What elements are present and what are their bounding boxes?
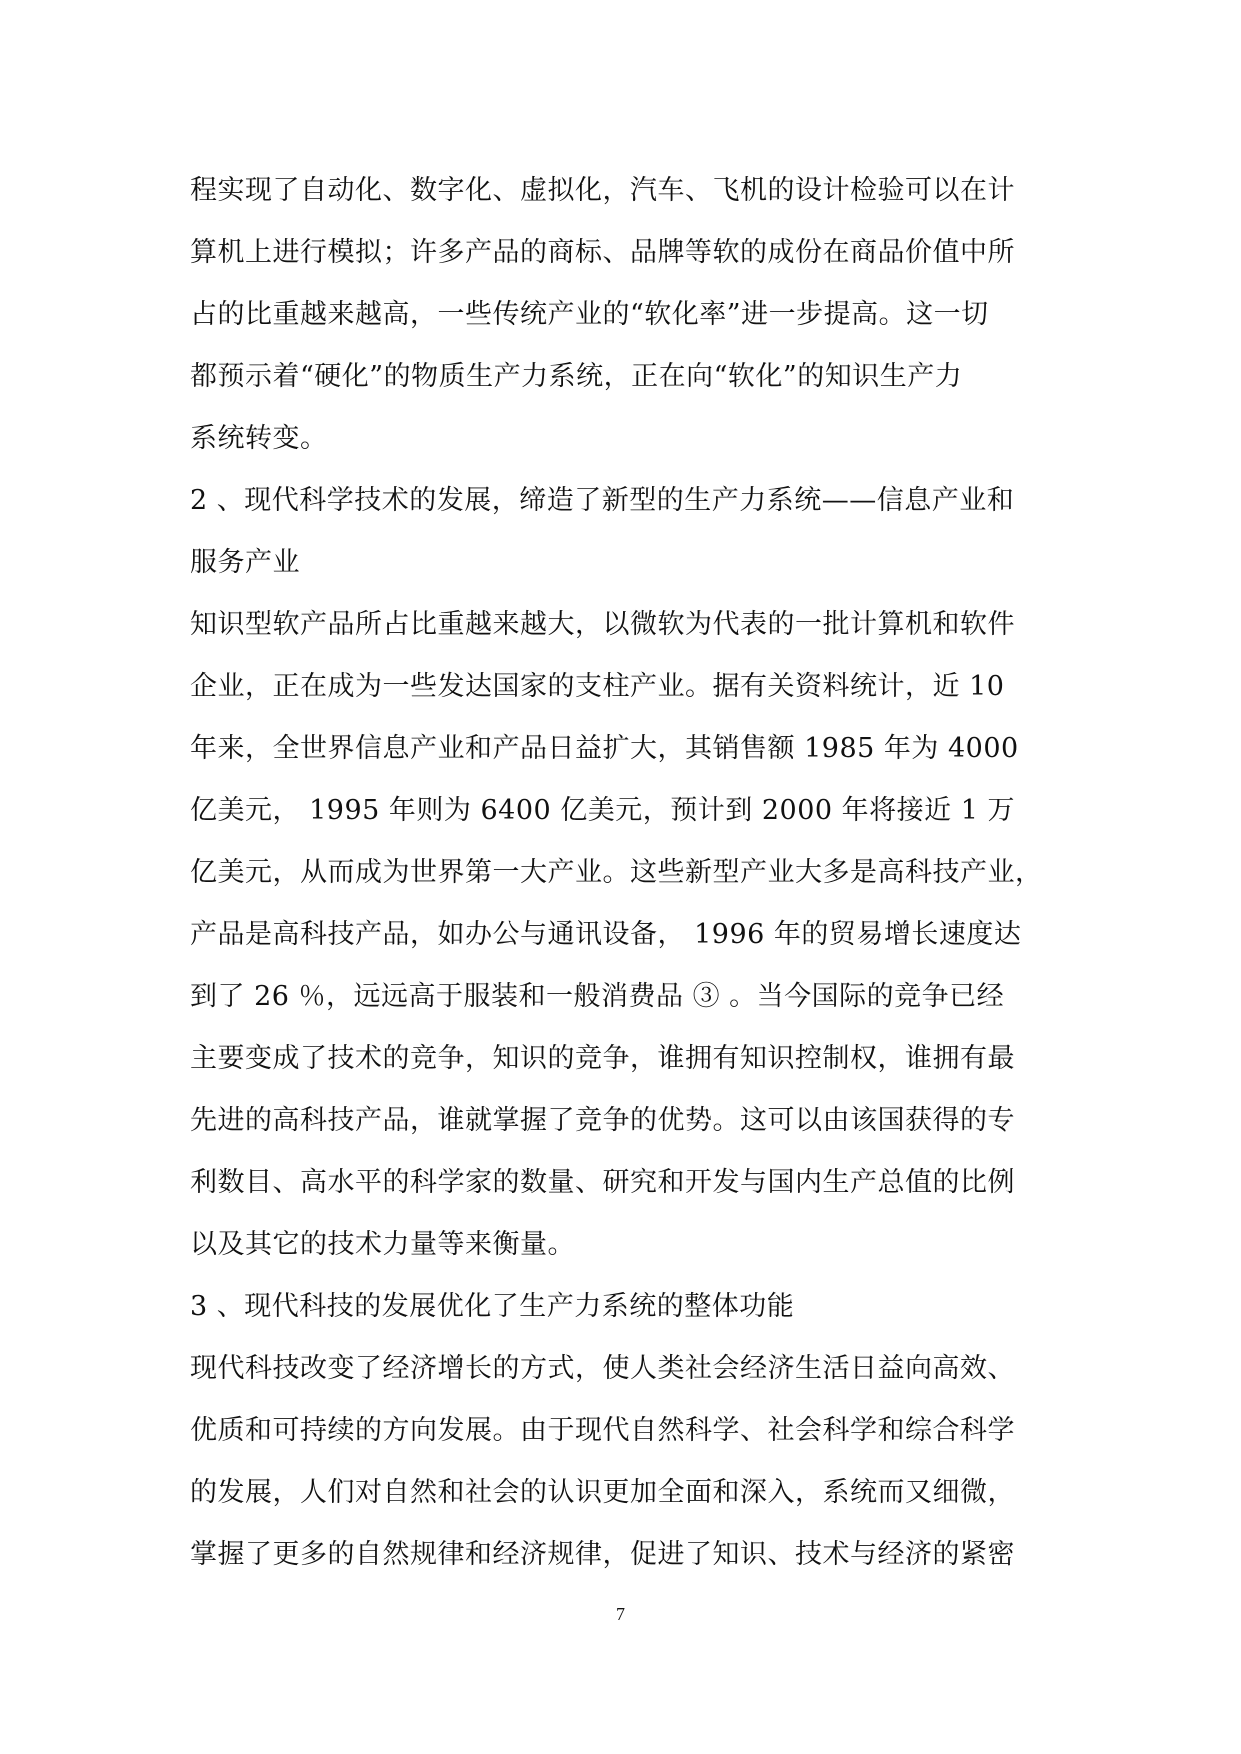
text-line: 程实现了自动化、数字化、虚拟化，汽车、飞机的设计检验可以在计 [190,175,1015,206]
text-line: 利数目、高水平的科学家的数量、研究和开发与国内生产总值的比例 [190,1167,1015,1198]
text-line: 都预示着“硬化”的物质生产力系统，正在向“软化”的知识生产力 [190,361,963,392]
text-line: 亿美元，从而成为世界第一大产业。这些新型产业大多是高科技产业， [190,857,1043,888]
text-line: 的发展，人们对自然和社会的认识更加全面和深入，系统而又细微， [190,1477,1015,1508]
text-line: 现代科技改变了经济增长的方式，使人类社会经济生活日益向高效、 [190,1353,1015,1384]
section-heading-2-continued: 服务产业 [190,547,300,578]
text-line: 优质和可持续的方向发展。由于现代自然科学、社会科学和综合科学 [190,1415,1015,1446]
text-line: 主要变成了技术的竞争，知识的竞争，谁拥有知识控制权，谁拥有最 [190,1043,1015,1074]
text-line: 亿美元， 1995 年则为 6400 亿美元，预计到 2000 年将接近 1 万 [190,795,1015,826]
section-heading-2: 2 、现代科学技术的发展，缔造了新型的生产力系统——信息产业和 [190,485,1015,516]
text-line: 掌握了更多的自然规律和经济规律，促进了知识、技术与经济的紧密 [190,1539,1015,1570]
page-number: 7 [616,1604,625,1624]
text-line: 产品是高科技产品，如办公与通讯设备， 1996 年的贸易增长速度达 [190,919,1022,950]
text-line: 企业，正在成为一些发达国家的支柱产业。据有关资料统计，近 10 [190,671,1005,702]
text-line: 到了 26 ％，远远高于服装和一般消费品 ③ 。当今国际的竞争已经 [190,981,1005,1012]
text-line: 占的比重越来越高，一些传统产业的“软化率”进一步提高。这一切 [190,299,989,330]
section-heading-3: 3 、现代科技的发展优化了生产力系统的整体功能 [190,1291,795,1322]
text-line: 年来，全世界信息产业和产品日益扩大，其销售额 1985 年为 4000 [190,733,1019,764]
body-text [190,160,1060,1586]
text-line: 算机上进行模拟；许多产品的商标、品牌等软的成份在商品价值中所 [190,237,1015,268]
text-line: 系统转变。 [190,423,328,454]
text-line: 知识型软产品所占比重越来越大，以微软为代表的一批计算机和软件 [190,609,1015,640]
text-line: 以及其它的技术力量等来衡量。 [190,1229,575,1260]
text-line: 先进的高科技产品，谁就掌握了竞争的优势。这可以由该国获得的专 [190,1105,1015,1136]
